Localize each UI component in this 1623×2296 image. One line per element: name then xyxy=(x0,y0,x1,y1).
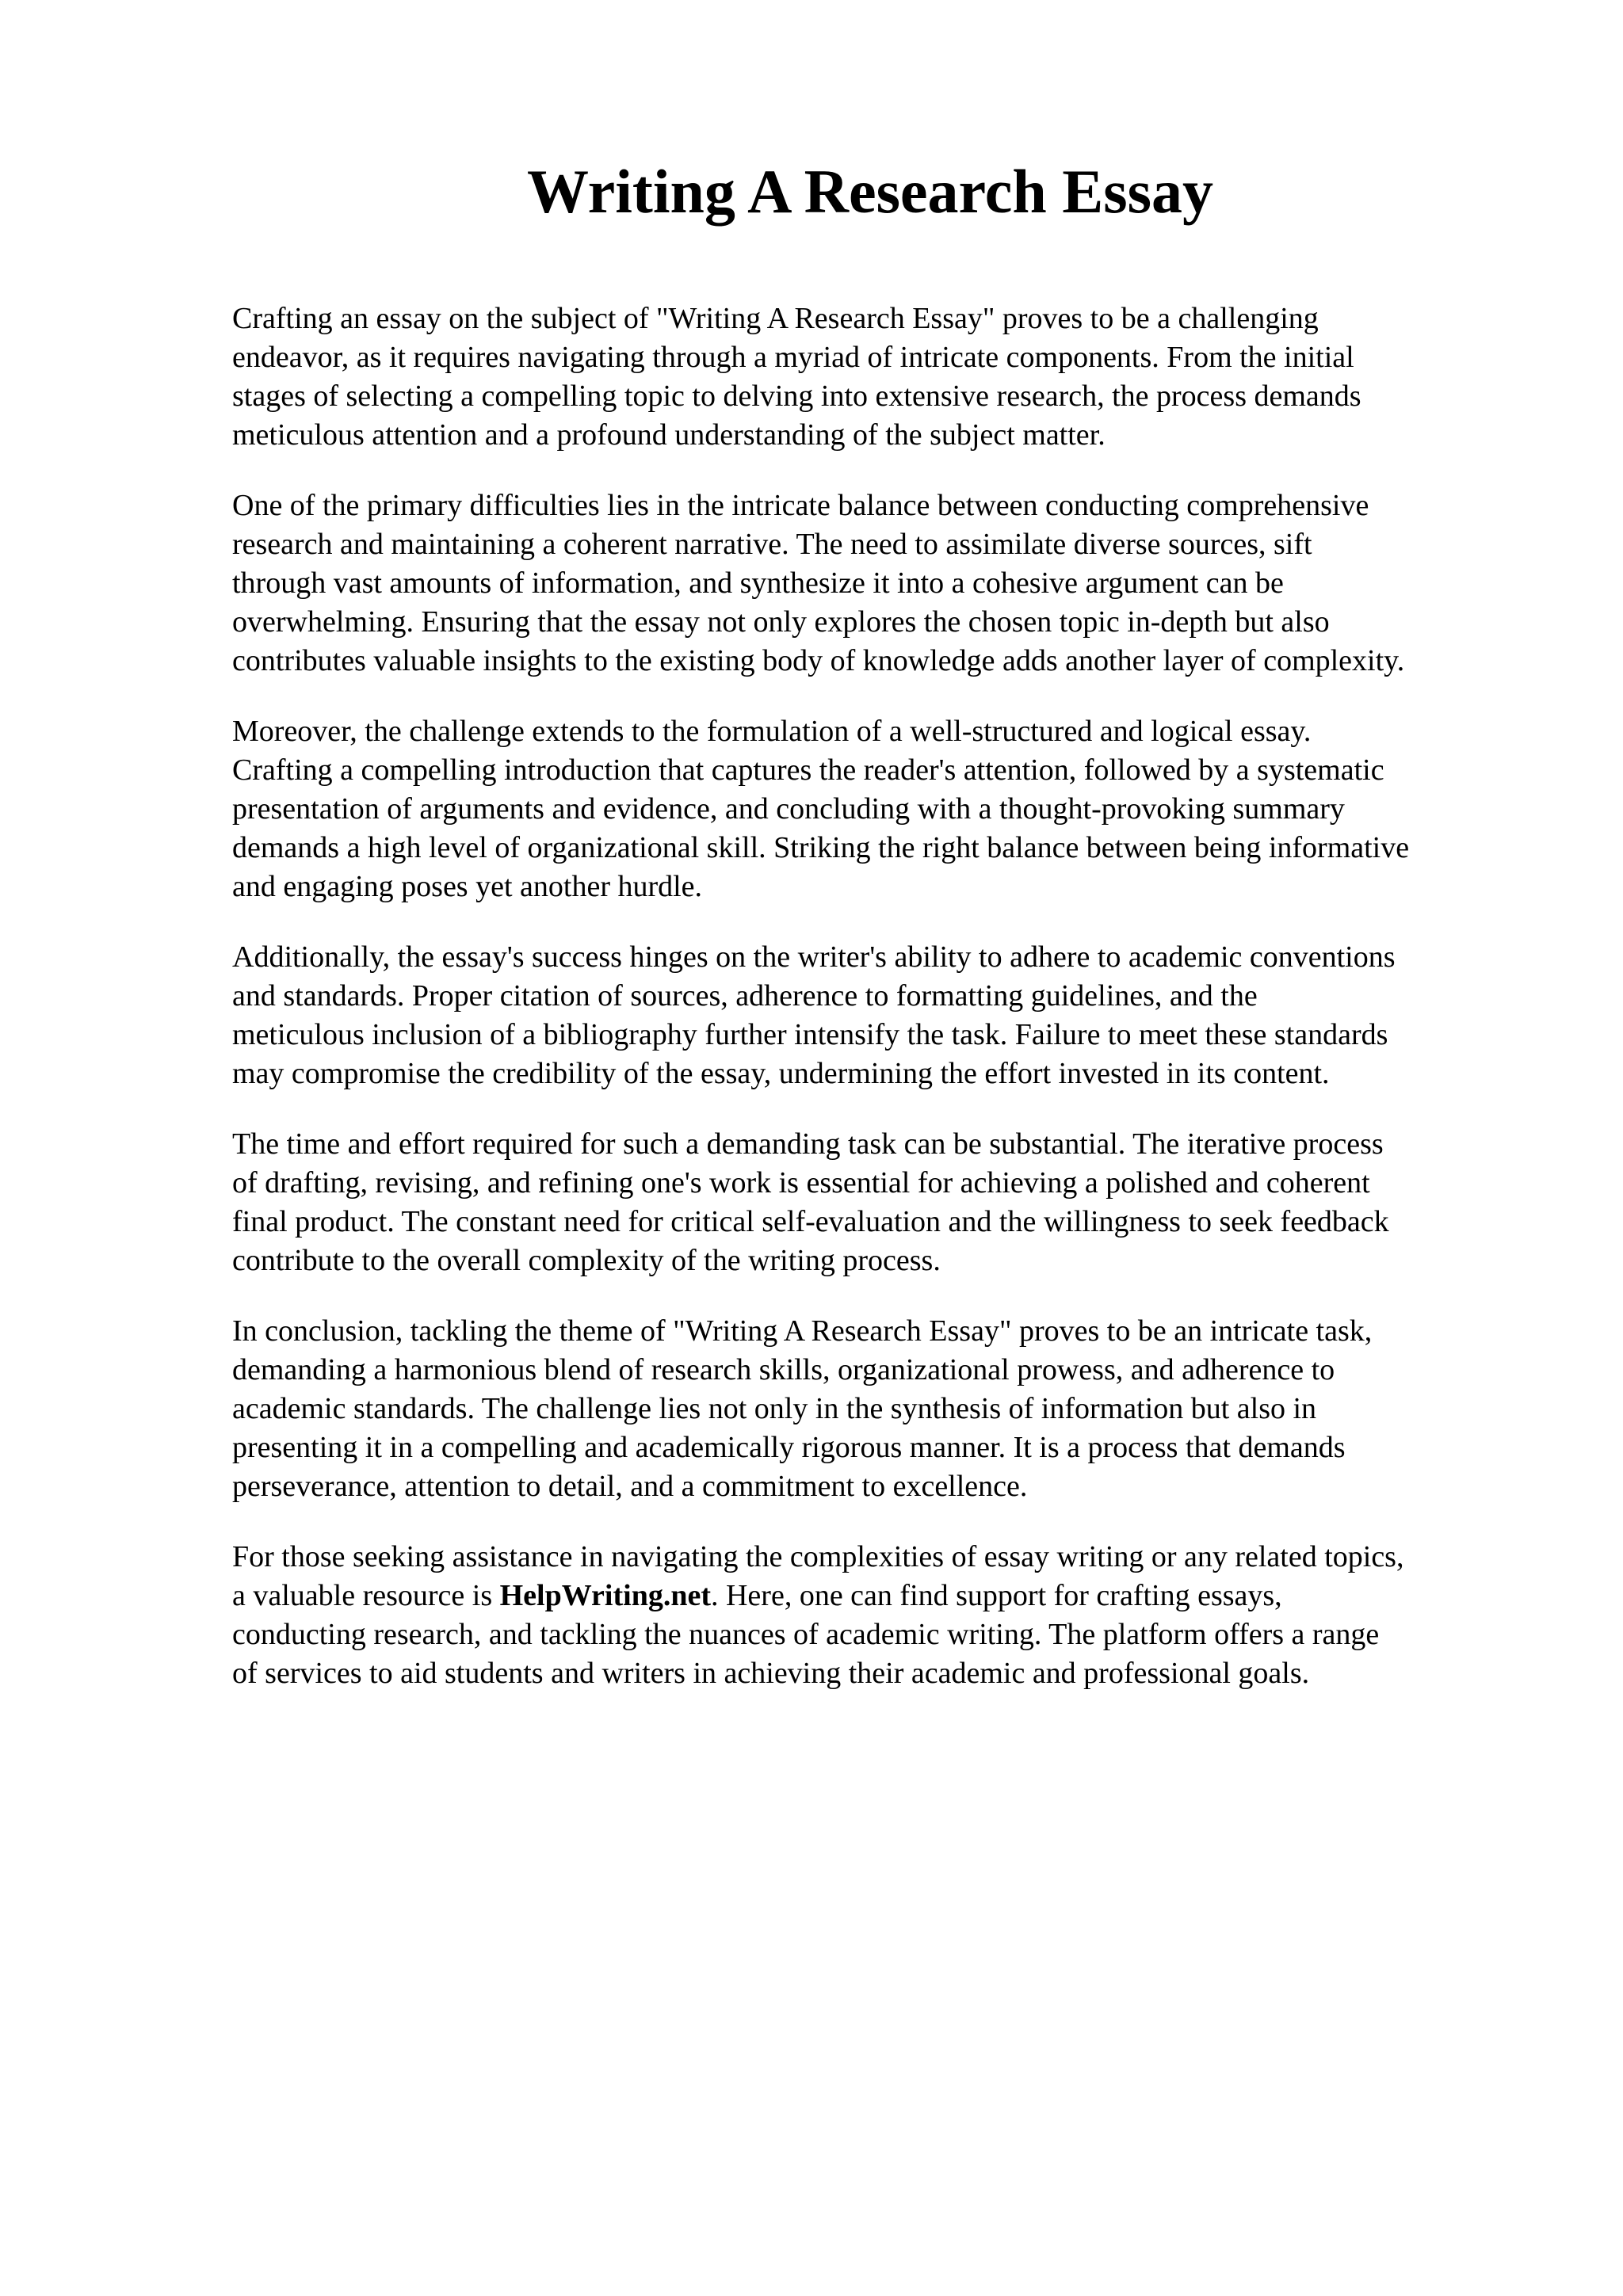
text-line: may compromise the credibility of the essay, undermining the effort invested in its content. xyxy=(232,1057,1330,1090)
text-line: and standards. Proper citation of sources, adherence to formatting guidelines, and the xyxy=(232,979,1258,1013)
paragraph-5 xyxy=(232,1125,1532,1280)
text-line: In conclusion, tackling the theme of "Writing A Research Essay" proves to be an intricate task, xyxy=(232,1314,1373,1348)
paragraph-1 xyxy=(232,299,1532,455)
text-line: research and maintaining a coherent narrative. The need to assimilate diverse sources, sift xyxy=(232,528,1312,561)
text-line: stages of selecting a compelling topic to delving into extensive research, the process demands xyxy=(232,379,1361,413)
text-line: final product. The constant need for critical self-evaluation and the willingness to seek feedback xyxy=(232,1205,1389,1238)
text-line: Moreover, the challenge extends to the formulation of a well-structured and logical essay. xyxy=(232,715,1312,748)
document-body xyxy=(232,299,1532,1725)
text-line: of services to aid students and writers in achieving their academic and professional goals. xyxy=(232,1657,1310,1690)
text-line: contribute to the overall complexity of the writing process. xyxy=(232,1244,941,1277)
text-line: The time and effort required for such a demanding task can be substantial. The iterative process xyxy=(232,1127,1384,1161)
text-line: demands a high level of organizational skill. Striking the right balance between being informative xyxy=(232,831,1410,864)
paragraph-2 xyxy=(232,486,1532,681)
text-line: meticulous inclusion of a bibliography further intensify the task. Failure to meet these standards xyxy=(232,1018,1388,1051)
text-line: endeavor, as it requires navigating through a myriad of intricate components. From the initial xyxy=(232,341,1354,374)
text-line: of drafting, revising, and refining one's work is essential for achieving a polished and coherent xyxy=(232,1166,1370,1199)
text-line: demanding a harmonious blend of research skills, organizational prowess, and adherence to xyxy=(232,1353,1335,1386)
text-line xyxy=(232,1577,1532,1615)
text-line: Crafting an essay on the subject of "Writing A Research Essay" proves to be a challenging xyxy=(232,302,1319,335)
paragraph-6 xyxy=(232,1312,1532,1506)
text-line: overwhelming. Ensuring that the essay not only explores the chosen topic in-depth but also xyxy=(232,605,1330,639)
text-line: presentation of arguments and evidence, and concluding with a thought-provoking summary xyxy=(232,792,1345,826)
brand-name: HelpWriting.net xyxy=(499,1579,711,1612)
text-line: contributes valuable insights to the existing body of knowledge adds another layer of complexity. xyxy=(232,644,1405,677)
text-line: Crafting a compelling introduction that captures the reader's attention, followed by a systematic xyxy=(232,753,1384,787)
text-line: academic standards. The challenge lies not only in the synthesis of information but also in xyxy=(232,1392,1317,1425)
paragraph-4 xyxy=(232,938,1532,1093)
paragraph-closing xyxy=(232,1538,1532,1693)
text-segment: . Here, one can find support for crafting essays, xyxy=(710,1579,1282,1612)
text-line: presenting it in a compelling and academically rigorous manner. It is a process that demands xyxy=(232,1431,1346,1464)
text-line: perseverance, attention to detail, and a commitment to excellence. xyxy=(232,1470,1028,1503)
text-line: meticulous attention and a profound understanding of the subject matter. xyxy=(232,418,1106,452)
text-line: For those seeking assistance in navigating the complexities of essay writing or any related topics, xyxy=(232,1540,1404,1573)
text-line: conducting research, and tackling the nuances of academic writing. The platform offers a range xyxy=(232,1618,1380,1651)
document-title: Writing A Research Essay xyxy=(527,157,1213,226)
text-line: and engaging poses yet another hurdle. xyxy=(232,870,703,903)
text-line: One of the primary difficulties lies in the intricate balance between conducting comprehensive xyxy=(232,489,1369,522)
text-line: Additionally, the essay's success hinges on the writer's ability to adhere to academic conventions xyxy=(232,940,1396,974)
text-line: through vast amounts of information, and synthesize it into a cohesive argument can be xyxy=(232,566,1284,600)
paragraph-3 xyxy=(232,712,1532,906)
text-segment: a valuable resource is xyxy=(232,1579,500,1612)
